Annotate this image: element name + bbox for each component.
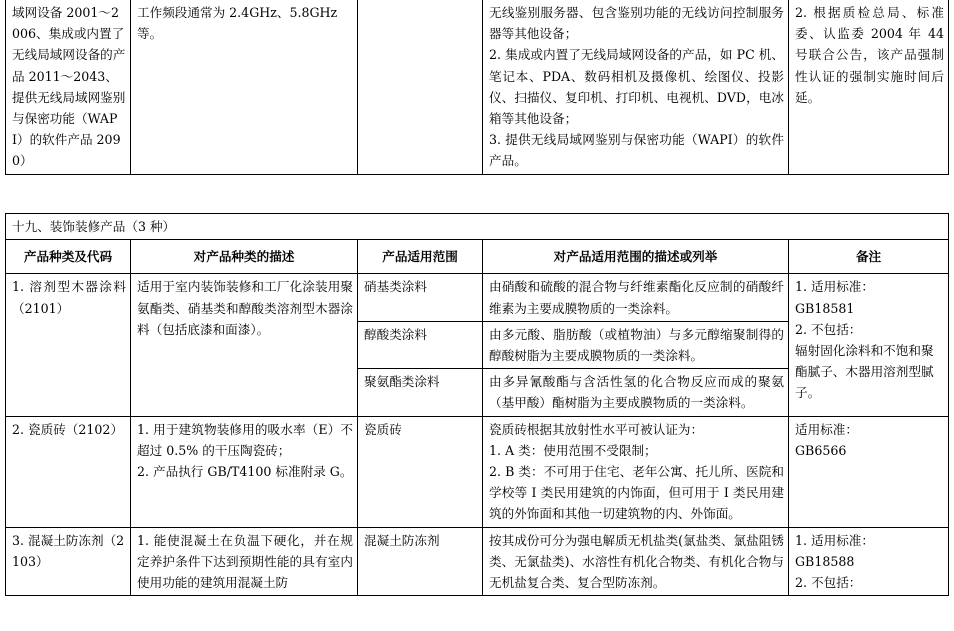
product-code-cell: 2. 瓷质砖（2102） (6, 416, 131, 527)
section-title-row (6, 214, 949, 240)
scope-cell: 瓷质砖 (358, 416, 483, 527)
header-scope: 产品适用范围 (358, 240, 483, 274)
continued-table (5, 0, 949, 175)
table-row (6, 527, 949, 596)
product-code-cell: 3. 混凝土防冻剂（2103） (6, 527, 131, 596)
product-code-cell: 1. 溶剂型木器涂料（2101） (6, 274, 131, 416)
scope-detail-cell: 按其成份可分为强电解质无机盐类(氯盐类、氯盐阻锈类、无氯盐类)、水溶性有机化合物类、有机化合物与无机盐复合类、复合型防冻剂。 (483, 527, 789, 596)
scope-cell: 醇酸类涂料 (358, 321, 483, 368)
product-code-cell: 域网设备 2001～2006、集成或内置了无线局域网设备的产品 2011～2043、提供无线局域网鉴别与保密功能（WAPI）的软件产品 2090） (6, 0, 131, 174)
scope-detail-cell: 由多异氰酸酯与含活性氢的化合物反应而成的聚氨（基甲酸）酯树脂为主要成膜物质的一类涂料。 (483, 369, 789, 416)
header-row (6, 240, 949, 274)
scope-detail-cell: 无线鉴别服务器、包含鉴别功能的无线访问控制服务器等其他设备； 2. 集成或内置了无线局域网设备的产品，如 PC 机、笔记本、PDA、数码相机及摄像机、绘图仪、投影仪、扫描仪、复印机、打印机、电视机、DVD，电冰箱等其他设备； 3. 提供无线局域网鉴别与保密功能（WAPI）的软件产品。 (483, 0, 789, 174)
scope-cell (358, 0, 483, 174)
scope-cell: 聚氨酯类涂料 (358, 369, 483, 416)
note-cell: 1. 适用标准： GB18581 2. 不包括： 辐射固化涂料和不饱和聚酯腻子、木器用溶剂型腻子。 (789, 274, 949, 416)
header-product-desc: 对产品种类的描述 (131, 240, 358, 274)
decoration-products-table (5, 213, 949, 596)
note-cell: 1. 适用标准： GB18588 2. 不包括： (789, 527, 949, 596)
note-cell: 2. 根据质检总局、标准委、认监委 2004 年 44 号联合公告，该产品强制性认证的强制实施时间后延。 (789, 0, 949, 174)
product-desc-cell: 适用于室内装饰装修和工厂化涂装用聚氨酯类、硝基类和醇酸类溶剂型木器涂料（包括底漆和面漆）。 (131, 274, 358, 416)
scope-detail-cell: 由多元酸、脂肪酸（或植物油）与多元醇缩聚制得的醇酸树脂为主要成膜物质的一类涂料。 (483, 321, 789, 368)
table-row (6, 0, 949, 174)
header-note: 备注 (789, 240, 949, 274)
scope-detail-cell: 由硝酸和硫酸的混合物与纤维素酯化反应制的硝酸纤维素为主要成膜物质的一类涂料。 (483, 274, 789, 321)
table-row (6, 416, 949, 527)
table-row (6, 274, 949, 321)
section-title: 十九、装饰装修产品（3 种） (6, 214, 949, 240)
product-desc-cell: 工作频段通常为 2.4GHz、5.8GHz 等。 (131, 0, 358, 174)
product-desc-cell: 1. 能使混凝土在负温下硬化，并在规定养护条件下达到预期性能的具有室内使用功能的建筑用混凝土防 (131, 527, 358, 596)
scope-cell: 混凝土防冻剂 (358, 527, 483, 596)
scope-detail-cell: 瓷质砖根据其放射性水平可被认证为： 1. A 类：使用范围不受限制； 2. B 类：不可用于住宅、老年公寓、托儿所、医院和学校等 I 类民用建筑的内饰面，但可用于 I 类民用建筑的外饰面和其他一切建筑物的内、外饰面。 (483, 416, 789, 527)
header-product-code: 产品种类及代码 (6, 240, 131, 274)
product-desc-cell: 1. 用于建筑物装修用的吸水率（E）不超过 0.5% 的干压陶瓷砖； 2. 产品执行 GB/T4100 标准附录 G。 (131, 416, 358, 527)
note-cell: 适用标准： GB6566 (789, 416, 949, 527)
scope-cell: 硝基类涂料 (358, 274, 483, 321)
header-scope-detail: 对产品适用范围的描述或列举 (483, 240, 789, 274)
